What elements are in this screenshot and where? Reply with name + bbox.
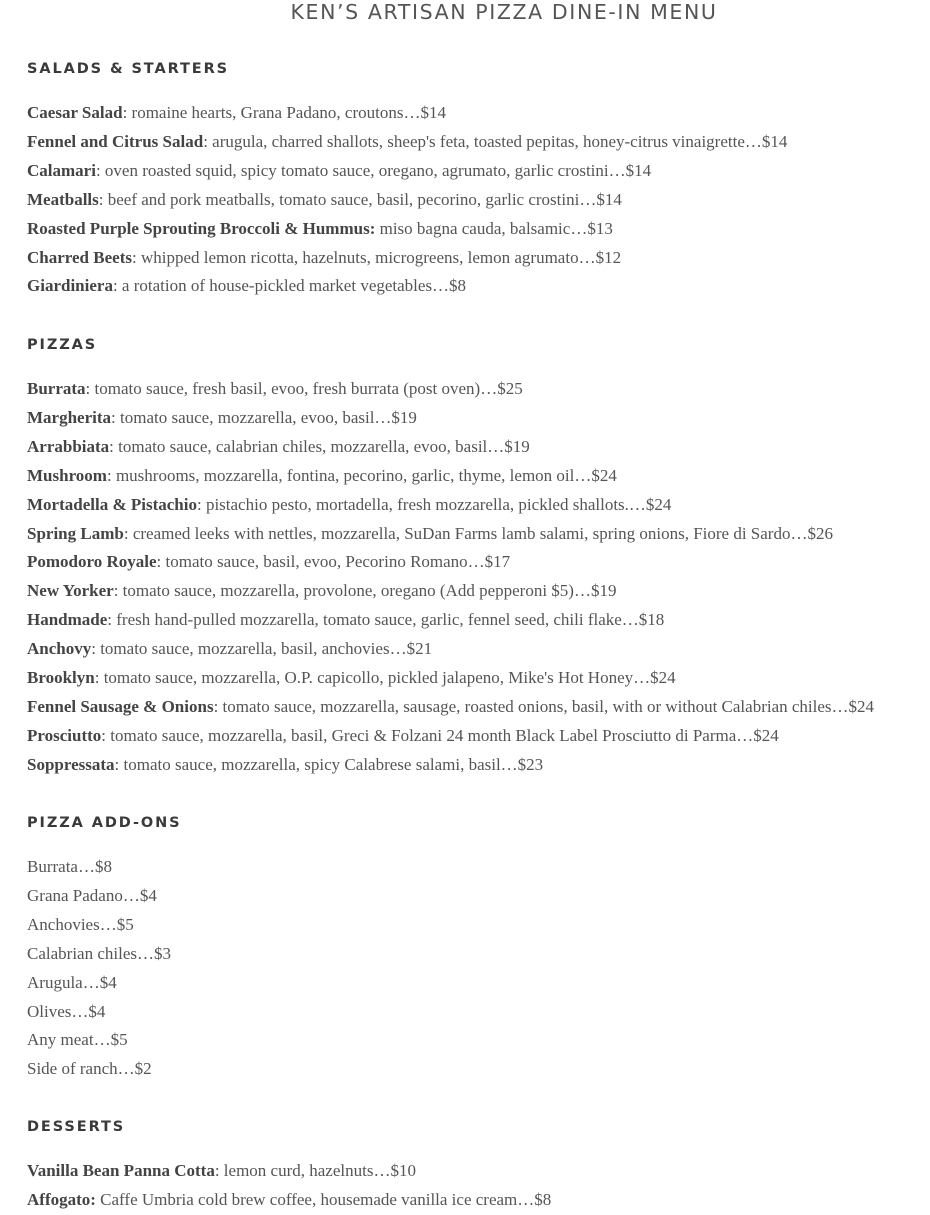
menu-item-description: : tomato sauce, calabrian chiles, mozzarella, evoo, basil…$19	[109, 436, 530, 456]
menu-item-name: Spring Lamb	[27, 523, 124, 543]
menu-item	[27, 433, 930, 462]
menu-item	[27, 244, 930, 273]
menu-item	[27, 157, 930, 186]
menu-item	[27, 215, 930, 244]
add-on-item: Burrata…$8	[27, 857, 112, 876]
menu-item	[27, 751, 930, 780]
menu-item-name: Roasted Purple Sprouting Broccoli & Hummus:	[27, 218, 376, 238]
menu-item	[27, 664, 930, 693]
menu-item	[27, 1186, 930, 1215]
menu-item	[27, 577, 930, 606]
menu-item-description: : tomato sauce, mozzarella, basil, Greci & Folzani 24 month Black Label Prosciutto di Parma…$24	[101, 725, 779, 745]
menu-item-description: : romaine hearts, Grana Padano, croutons…$14	[122, 103, 446, 122]
section-pizza-add-ons	[27, 813, 930, 1084]
menu-item	[27, 491, 930, 520]
menu-item	[27, 272, 930, 301]
menu-item	[27, 548, 930, 577]
menu-item-name: Burrata	[27, 379, 86, 398]
add-on-item: Arugula…$4	[27, 972, 117, 992]
menu-item	[27, 722, 930, 751]
section-heading: PIZZAS	[27, 337, 98, 353]
add-on-item: Anchovies…$5	[27, 914, 134, 934]
menu-item-description: : tomato sauce, mozzarella, sausage, roasted onions, basil, with or without Calabrian chiles…$24	[213, 696, 875, 716]
menu-item-description: : whipped lemon ricotta, hazelnuts, microgreens, lemon agrumato…$12	[131, 247, 622, 267]
add-on-item: Grana Padano…$4	[27, 885, 157, 905]
menu-item-name: Arrabbiata	[27, 436, 110, 456]
menu-item	[27, 128, 930, 157]
menu-item-name: Vanilla Bean Panna Cotta	[27, 1161, 215, 1180]
menu-item-name: Pomodoro Royale	[27, 552, 157, 572]
menu-item-description: : lemon curd, hazelnuts…$10	[214, 1161, 416, 1180]
menu-item-list	[27, 375, 930, 780]
menu-item-name: Giardiniera	[27, 276, 113, 296]
menu-item-name: Affogato:	[27, 1189, 96, 1209]
add-on-item: Side of ranch…$2	[27, 1059, 152, 1079]
menu-item-description: Caffe Umbria cold brew coffee, housemade vanilla ice cream…$8	[95, 1189, 552, 1209]
menu-item-description: : tomato sauce, fresh basil, evoo, fresh burrata (post oven)…$25	[85, 379, 523, 398]
menu-item	[27, 635, 930, 664]
menu-item-description: : tomato sauce, mozzarella, evoo, basil…$19	[111, 407, 417, 427]
menu-item	[27, 99, 930, 128]
add-on-list	[27, 853, 930, 1084]
menu-item-name: Prosciutto	[27, 725, 102, 745]
menu-item-description: : mushrooms, mozzarella, fontina, pecorino, garlic, thyme, lemon oil…$24	[106, 465, 617, 485]
menu-item-name: Brooklyn	[27, 668, 95, 688]
menu-item	[27, 186, 930, 215]
menu-item-description: : tomato sauce, mozzarella, O.P. capicollo, pickled jalapeno, Mike's Hot Honey…$24	[94, 668, 676, 688]
section-heading: SALADS & STARTERS	[27, 61, 229, 77]
menu-item	[27, 404, 930, 433]
menu-item-list	[27, 99, 930, 301]
menu-item-description: miso bagna cauda, balsamic…$13	[375, 218, 613, 238]
menu-item-name: Mortadella & Pistachio	[27, 494, 197, 514]
menu-item-description: : a rotation of house-pickled market vegetables…$8	[112, 276, 467, 296]
page-title: KEN’S ARTISAN PIZZA DINE-IN MENU	[290, 0, 718, 24]
section-salads-starters	[27, 59, 930, 301]
menu-item-description: : pistachio pesto, mortadella, fresh mozzarella, pickled shallots.…$24	[196, 494, 672, 514]
section-heading: DESSERTS	[27, 1119, 126, 1135]
menu-item-name: New Yorker	[27, 581, 114, 601]
menu-item-description: : creamed leeks with nettles, mozzarella, SuDan Farms lamb salami, spring onions, Fiore di Sardo…$26	[123, 523, 833, 543]
menu-item-name: Calamari	[27, 160, 96, 180]
menu-item-description: : tomato sauce, basil, evoo, Pecorino Romano…$17	[156, 552, 511, 572]
section-pizzas	[27, 335, 930, 780]
menu-item-name: Handmade	[27, 610, 108, 630]
menu-item	[27, 606, 930, 635]
menu-item-description: : fresh hand-pulled mozzarella, tomato sauce, garlic, fennel seed, chili flake…$18	[107, 610, 665, 630]
menu-item-name: Margherita	[27, 407, 112, 427]
menu-item-name: Mushroom	[27, 465, 107, 485]
menu-item-description: : tomato sauce, mozzarella, spicy Calabrese salami, basil…$23	[114, 754, 544, 774]
menu-item-list	[27, 1157, 930, 1215]
add-on-item: Calabrian chiles…$3	[27, 943, 171, 963]
menu-item	[27, 375, 930, 404]
menu-item-name: Fennel and Citrus Salad	[27, 131, 204, 151]
menu-item	[27, 1157, 930, 1186]
menu-item-name: Fennel Sausage & Onions	[27, 696, 214, 716]
menu-item-name: Caesar Salad	[27, 103, 123, 122]
menu-item	[27, 520, 930, 549]
section-desserts	[27, 1117, 930, 1215]
menu-item	[27, 693, 930, 722]
menu-item-description: : beef and pork meatballs, tomato sauce, basil, pecorino, garlic crostini…$14	[98, 189, 622, 209]
section-heading: PIZZA ADD-ONS	[27, 815, 182, 831]
menu-item-description: : tomato sauce, mozzarella, provolone, oregano (Add pepperoni $5)…$19	[113, 581, 617, 601]
menu-item-name: Meatballs	[27, 189, 99, 209]
menu-item-description: : oven roasted squid, spicy tomato sauce, oregano, agrumato, garlic crostini…$14	[95, 160, 652, 180]
add-on-item: Olives…$4	[27, 1001, 106, 1021]
menu-item	[27, 462, 930, 491]
menu-item-name: Anchovy	[27, 639, 92, 659]
add-on-item: Any meat…$5	[27, 1030, 128, 1050]
menu-item-name: Soppressata	[27, 754, 115, 774]
menu-item-description: : arugula, charred shallots, sheep's feta, toasted pepitas, honey-citrus vinaigrette…$14	[203, 131, 788, 151]
menu-item-description: : tomato sauce, mozzarella, basil, anchovies…$21	[91, 639, 433, 659]
menu-item-name: Charred Beets	[27, 247, 132, 267]
